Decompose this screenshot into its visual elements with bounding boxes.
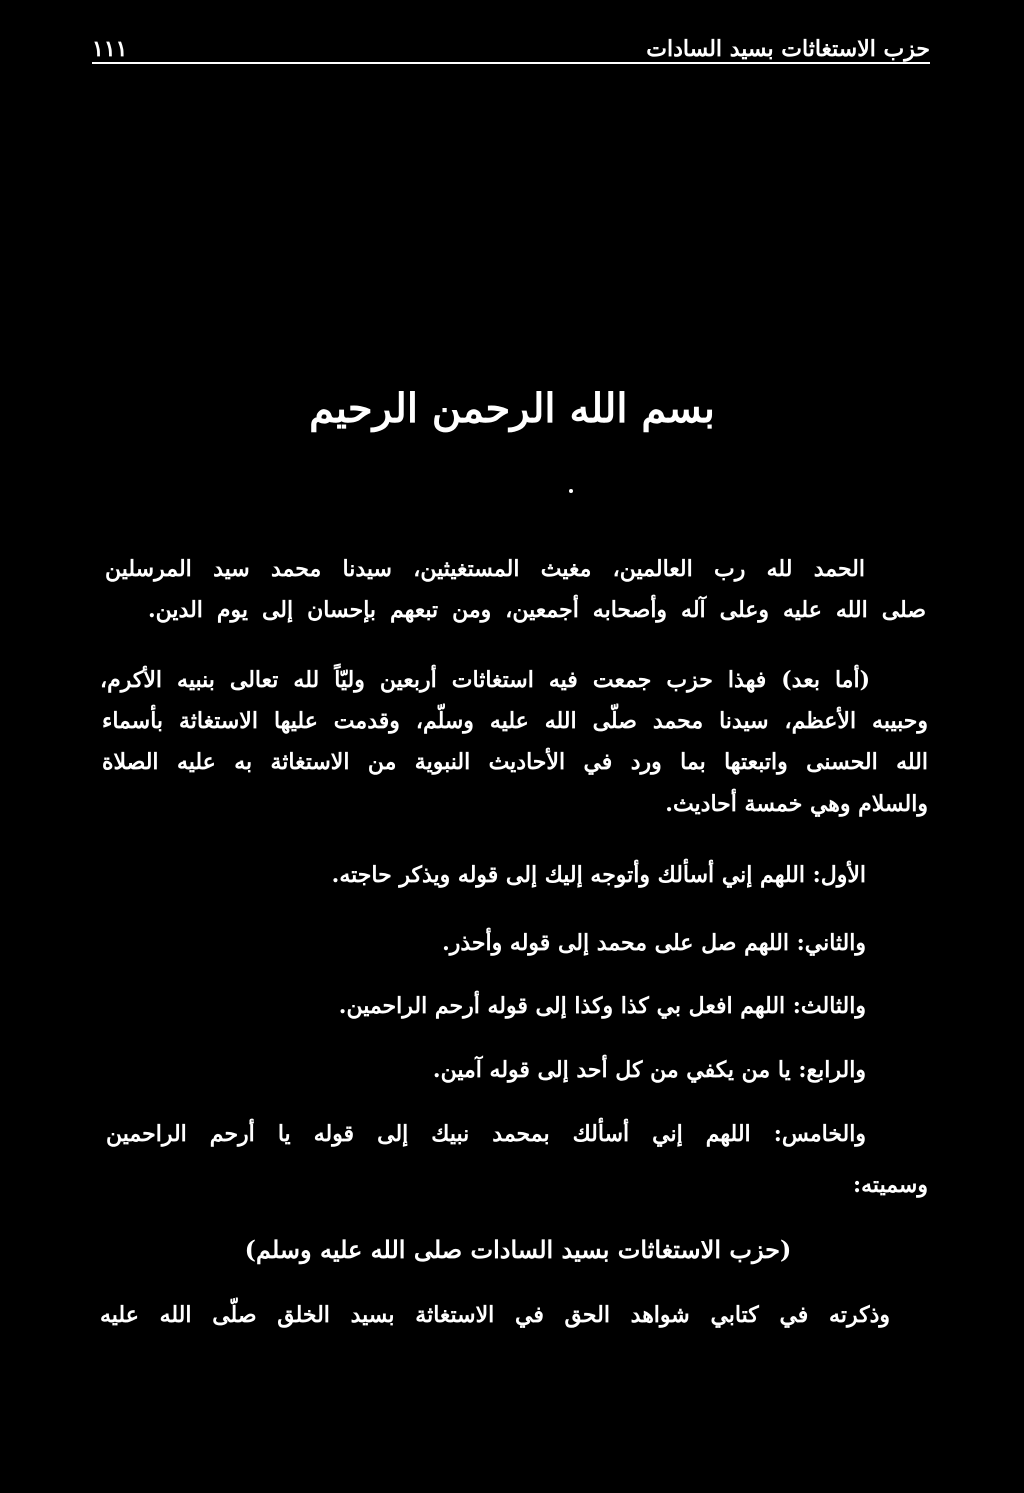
running-title: حزب الاستغاثات بسيد السادات [646, 36, 930, 62]
intro-line-2: صلى الله عليه وعلى آله وأصحابه أجمعين، ومن تبعهم بإحسان إلى يوم الدين. [148, 597, 926, 623]
page-number: ١١١ [92, 36, 128, 62]
paragraph-line-1: (أما بعد) فهذا حزب جمعت فيه استغاثات أربعين وليّاً لله تعالى بنبيه الأكرم، [100, 667, 870, 693]
list-item-4: والرابع: يا من يكفي من كل أحد إلى قوله آمين. [432, 1057, 866, 1083]
intro-line-1: الحمد لله رب العالمين، مغيث المستغيثين، سيدنا محمد سيد المرسلين [105, 556, 865, 582]
header-divider [92, 62, 930, 64]
naming-label: وسميته: [853, 1172, 928, 1198]
book-title: (حزب الاستغاثات بسيد السادات صلى الله عليه وسلم) [244, 1235, 792, 1264]
closing-line: وذكرته في كتابي شواهد الحق في الاستغاثة بسيد الخلق صلّى الله عليه [100, 1302, 890, 1328]
paragraph-line-3: الله الحسنى واتبعتها بما ورد في الأحاديث النبوية من الاستغاثة به عليه الصلاة [102, 749, 928, 775]
list-item-1: الأول: اللهم إني أسألك وأتوجه إليك إلى قوله ويذكر حاجته. [331, 862, 866, 888]
list-item-2: والثاني: اللهم صل على محمد إلى قوله وأحذر. [442, 930, 866, 956]
basmala: بسم الله الرحمن الرحيم [309, 385, 715, 432]
ink-dot [569, 489, 573, 493]
paragraph-line-2: وحبيبه الأعظم، سيدنا محمد صلّى الله عليه وسلّم، وقدمت عليها الاستغاثة بأسماء [102, 708, 928, 734]
page-header [92, 22, 930, 62]
list-item-5: والخامس: اللهم إني أسألك بمحمد نبيك إلى قوله يا أرحم الراحمين [106, 1121, 866, 1147]
paragraph-line-4: والسلام وهي خمسة أحاديث. [665, 791, 928, 817]
list-item-3: والثالث: اللهم افعل بي كذا وكذا إلى قوله أرحم الراحمين. [338, 993, 866, 1019]
